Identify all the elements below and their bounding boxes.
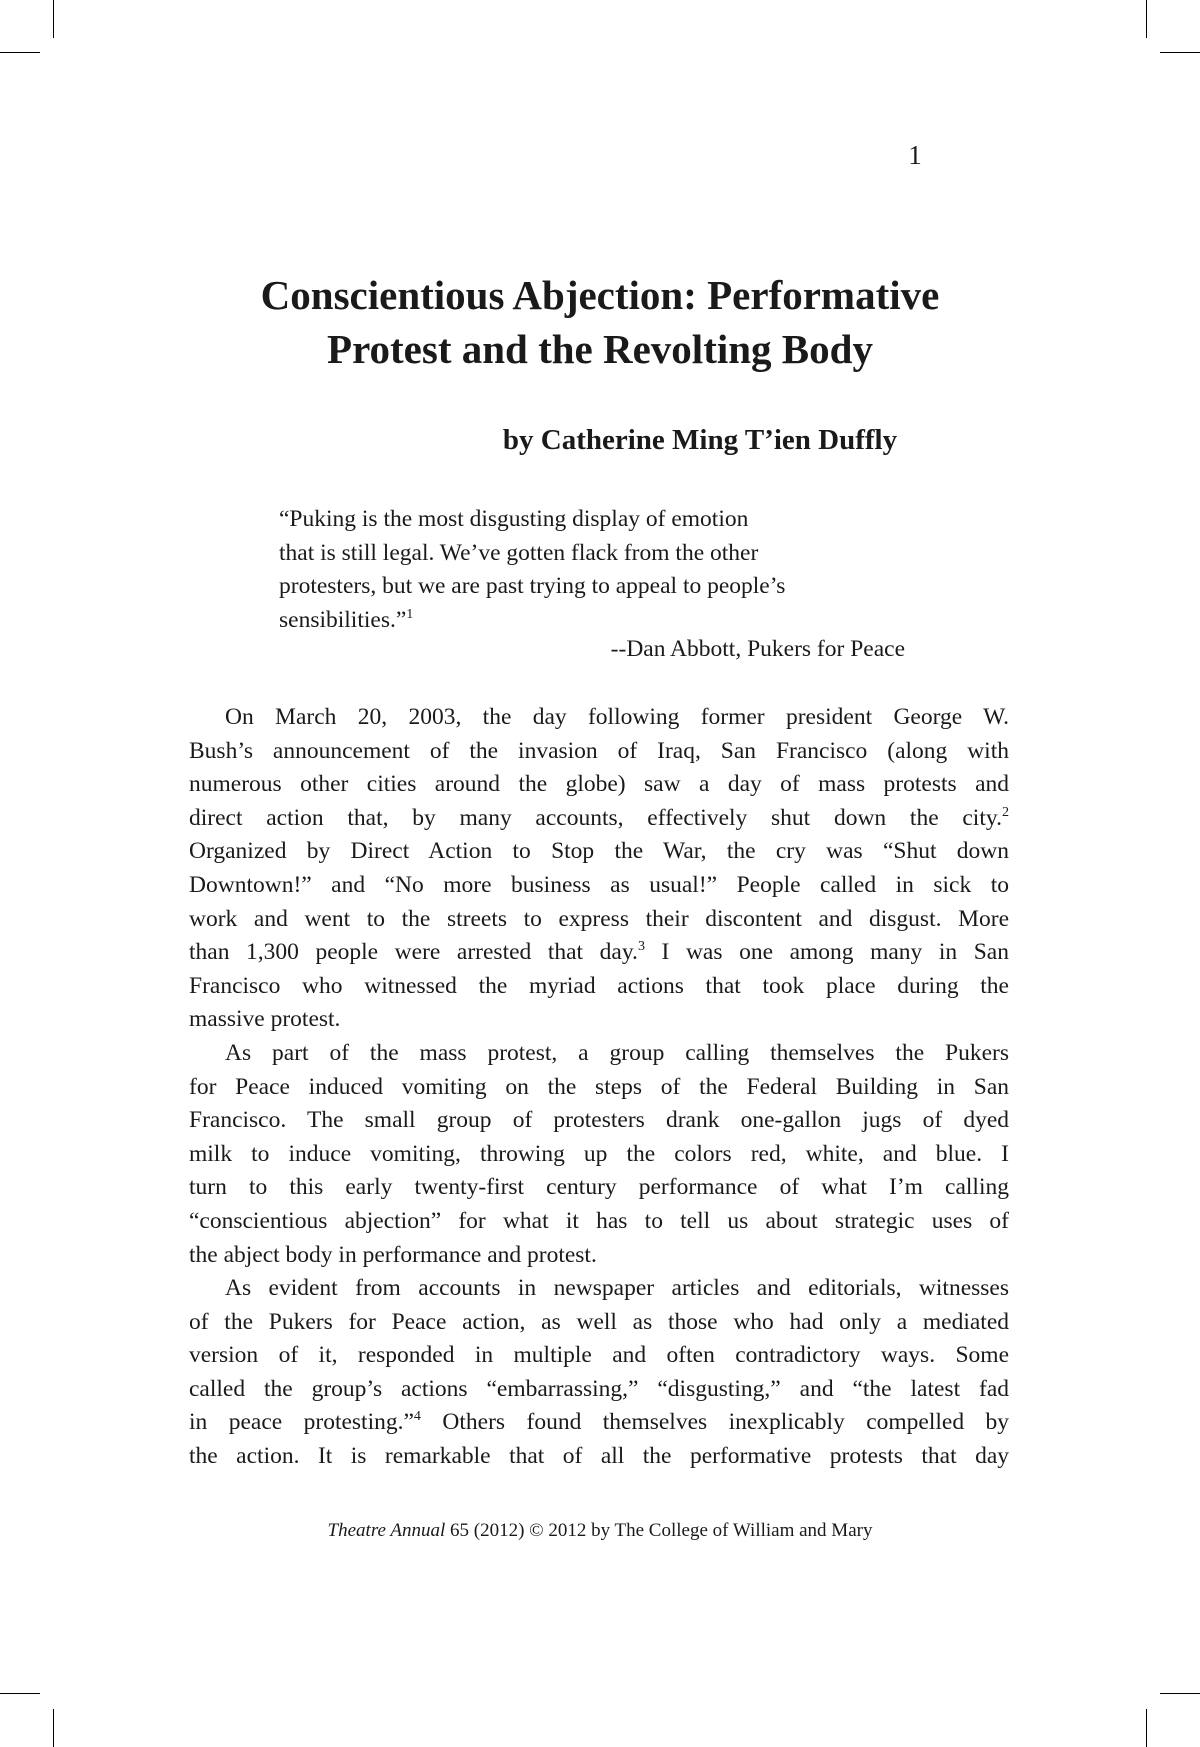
- body-line: the action. It is remarkable that of all the performative protests that day: [189, 1443, 1009, 1470]
- body-line: Francisco. The small group of protesters drank one-gallon jugs of dyed: [189, 1107, 1009, 1134]
- body-line: for Peace induced vomiting on the steps of the Federal Building in San: [189, 1073, 1009, 1100]
- body-line: massive protest.: [189, 1006, 341, 1033]
- epigraph-line: “Puking is the most disgusting display of emotion: [279, 506, 749, 532]
- body-line: “conscientious abjection” for what it has to tell us about strategic uses of: [189, 1207, 1009, 1234]
- epigraph-line: [279, 604, 919, 638]
- author-byline: by Catherine Ming T’ien Duffly: [502, 424, 898, 456]
- epigraph-text: sensibilities.”: [279, 606, 407, 633]
- title-line: Protest and the Revolting Body: [327, 326, 873, 372]
- footnote-marker[interactable]: 3: [637, 938, 645, 955]
- epigraph-attribution: --Dan Abbott, Pukers for Peace: [610, 636, 905, 662]
- paragraph: [189, 701, 1009, 1037]
- epigraph-line: protesters, but we are past trying to appeal to people’s: [279, 573, 786, 599]
- crop-mark: [1146, 0, 1147, 38]
- body-line: As part of the mass protest, a group calling themselves the Pukers: [225, 1039, 1009, 1066]
- body-text: than 1,300 people were arrested that day.: [189, 939, 638, 966]
- footnote-marker[interactable]: 2: [1001, 803, 1009, 820]
- crop-mark: [53, 0, 54, 38]
- paragraph: [189, 1037, 1009, 1272]
- crop-mark: [1146, 1709, 1147, 1747]
- article-title: [150, 268, 1050, 376]
- crop-mark: [1160, 52, 1200, 53]
- paragraph: [189, 1272, 1009, 1474]
- body-line: [189, 802, 1009, 836]
- crop-mark: [0, 52, 40, 53]
- body-line: Downtown!” and “No more business as usual!” People called in sick to: [189, 871, 1009, 898]
- body-line: work and went to the streets to express their discontent and disgust. More: [189, 905, 1009, 932]
- body-text: Others found themselves inexplicably compelled by: [420, 1409, 1009, 1436]
- footnote-marker[interactable]: 4: [413, 1408, 421, 1425]
- title-line: Conscientious Abjection: Performative: [260, 272, 940, 318]
- body-line: of the Pukers for Peace action, as well as those who had only a mediated: [189, 1308, 1009, 1335]
- body-line: the abject body in performance and protest.: [189, 1241, 597, 1268]
- body-line: milk to induce vomiting, throwing up the colors red, white, and blue. I: [189, 1140, 1009, 1167]
- epigraph: [279, 503, 919, 637]
- body-line: version of it, responded in multiple and often contradictory ways. Some: [189, 1342, 1009, 1369]
- body-line: [189, 936, 1009, 970]
- page-number: 1: [908, 140, 922, 170]
- body-text: I was one among many in San: [644, 939, 1009, 966]
- body-line: Francisco who witnessed the myriad actions that took place during the: [189, 972, 1009, 999]
- body-line: called the group’s actions “embarrassing,” “disgusting,” and “the latest fad: [189, 1375, 1009, 1402]
- journal-footer: [150, 1520, 1050, 1542]
- epigraph-line: that is still legal. We’ve gotten flack from the other: [279, 539, 759, 566]
- journal-name: Theatre Annual: [327, 1520, 446, 1541]
- body-line: numerous other cities around the globe) saw a day of mass protests and: [189, 771, 1009, 798]
- crop-mark: [53, 1709, 54, 1747]
- body-line: Organized by Direct Action to Stop the War, the cry was “Shut down: [189, 838, 1009, 865]
- article-body: [189, 701, 1009, 1474]
- body-text: in peace protesting.”: [189, 1409, 414, 1436]
- body-line: As evident from accounts in newspaper articles and editorials, witnesses: [225, 1275, 1009, 1302]
- body-line: turn to this early twenty-first century performance of what I’m calling: [189, 1174, 1009, 1201]
- body-text: direct action that, by many accounts, effectively shut down the city.: [189, 804, 1002, 831]
- body-line: [189, 1406, 1009, 1440]
- footnote-marker[interactable]: 1: [406, 605, 414, 622]
- body-line: On March 20, 2003, the day following former president George W.: [225, 704, 1009, 730]
- crop-mark: [0, 1693, 40, 1694]
- body-line: Bush’s announcement of the invasion of Iraq, San Francisco (along with: [189, 737, 1009, 764]
- journal-citation: 65 (2012) © 2012 by The College of William and Mary: [445, 1520, 873, 1541]
- crop-mark: [1160, 1693, 1200, 1694]
